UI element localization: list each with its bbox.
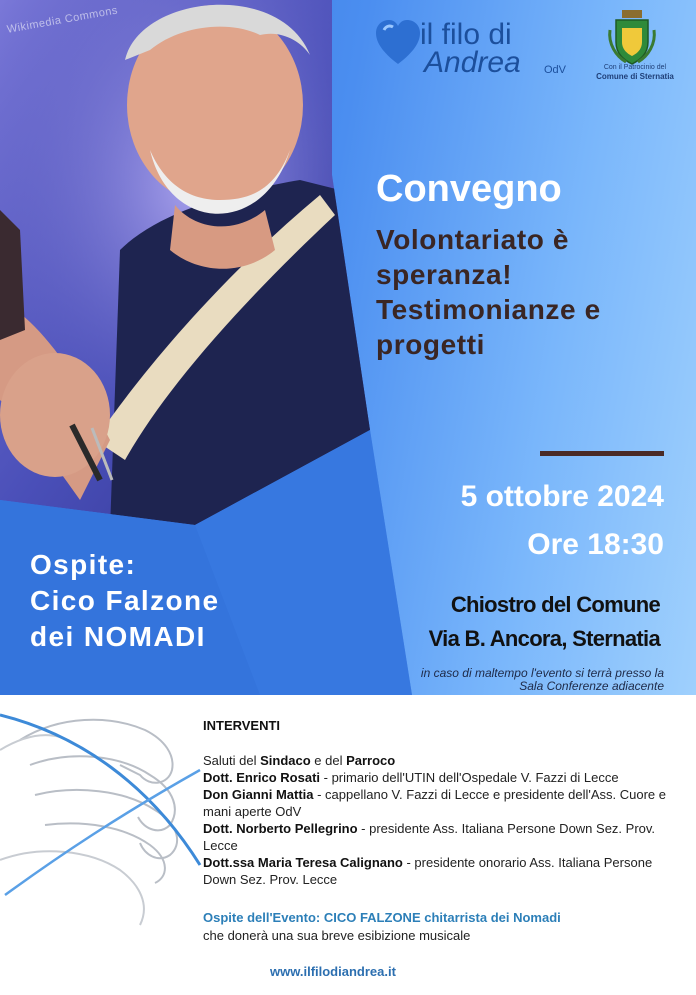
- patronage-line-1: Con il Patrocinio del: [603, 64, 667, 71]
- speaker-name: Dott. Norberto Pellegrino: [203, 821, 358, 836]
- greetings-line: [203, 752, 683, 769]
- speaker-role: - primario dell'UTIN dell'Ospedale V. Fazzi di Lecce: [320, 770, 619, 785]
- greetings-prefix: Saluti del: [203, 753, 261, 768]
- watermark-text: Wikimedia Commons: [6, 4, 119, 36]
- guest-line-1: Ospite:: [30, 549, 137, 580]
- list-item: [203, 820, 683, 854]
- hands-illustration: [0, 695, 230, 940]
- venue-line-1: Chiostro del Comune: [450, 592, 660, 617]
- greetings-parroco: Parroco: [346, 753, 396, 768]
- guest-line-2: Cico Falzone: [30, 585, 220, 616]
- speaker-name: Dott. Enrico Rosati: [203, 770, 321, 785]
- logo-line-2: Andrea: [424, 46, 521, 79]
- logo-line-1: il filo di: [420, 18, 512, 51]
- event-subtitle: Volontariato è speranza! Testimonianze e progetti: [376, 224, 601, 360]
- greetings-mid: e del: [310, 753, 347, 768]
- event-time: Ore 18:30: [527, 528, 664, 561]
- list-item: [203, 854, 683, 888]
- interventi-heading: INTERVENTI: [203, 718, 281, 733]
- crest-icon: [606, 10, 658, 66]
- guest-heading: [30, 547, 220, 655]
- divider-line: [540, 451, 664, 456]
- website-link[interactable]: www.ilfilodiandrea.it: [270, 964, 396, 979]
- speaker-name: Don Gianni Mattia: [203, 787, 314, 802]
- guest-note-title: Ospite dell'Evento: CICO FALZONE chitarrista dei Nomadi: [203, 910, 561, 925]
- logo-suffix: OdV: [544, 64, 567, 76]
- speaker-role: - cappellano V. Fazzi di Lecce e presidente dell'Ass. Cuore e mani aperte OdV: [203, 787, 666, 819]
- event-title: Convegno: [376, 168, 562, 210]
- greetings-sindaco: Sindaco: [260, 753, 311, 768]
- patronage-line-2: Comune di Sternatia: [596, 72, 674, 81]
- list-item: [203, 769, 683, 786]
- event-date: 5 ottobre 2024: [460, 480, 664, 513]
- logo[interactable]: [374, 16, 567, 82]
- guest-note-text: che donerà una sua breve esibizione musicale: [203, 928, 471, 943]
- venue-line-2: Via B. Ancora, Sternatia: [428, 626, 660, 651]
- speaker-role: - presidente onorario Ass. Italiana Persone Down Sez. Prov. Lecce: [203, 855, 653, 887]
- speaker-name: Dott.ssa Maria Teresa Calignano: [203, 855, 403, 870]
- guest-line-3: dei NOMADI: [30, 621, 206, 652]
- heart-icon: [374, 18, 422, 68]
- rain-note: in caso di maltempo l'evento si terrà presso la Sala Conferenze adiacente: [420, 666, 664, 693]
- speaker-role: - presidente Ass. Italiana Persone Down Sez. Prov. Lecce: [203, 821, 656, 853]
- speakers-list: [203, 752, 683, 888]
- list-item: [203, 786, 683, 820]
